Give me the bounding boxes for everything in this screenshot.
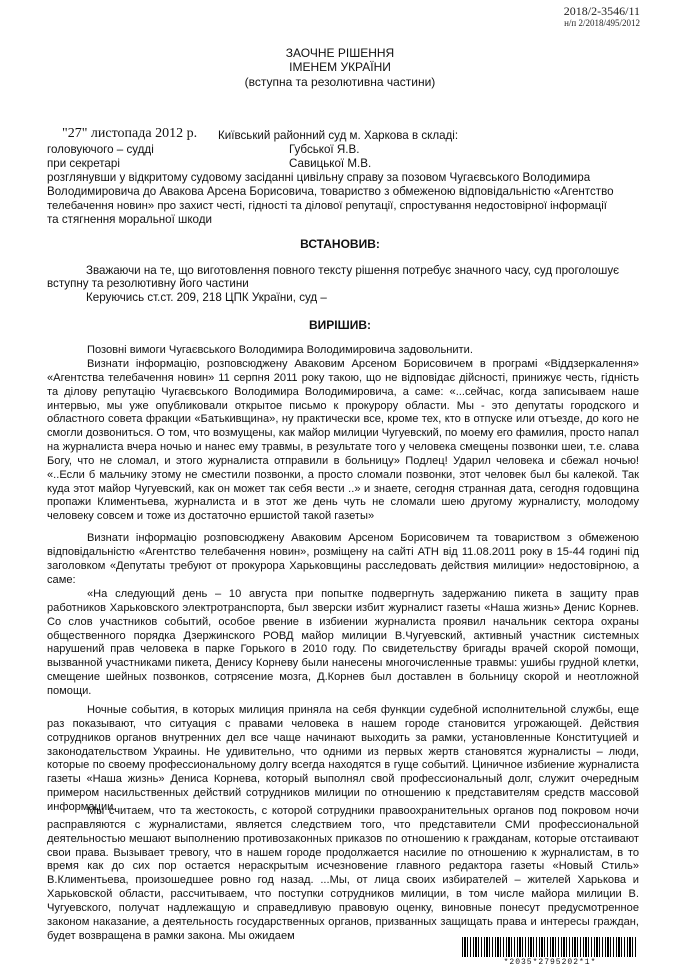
section-heading-establish: ВСТАНОВИВ: <box>300 237 380 251</box>
establish-text-line: Зважаючи на те, що виготовлення повного тексту рішення потребує значного часу, суд проголошує <box>86 264 620 277</box>
judge-name: Губської Я.В. <box>289 143 360 156</box>
secretary-name: Савицької М.В. <box>289 157 372 170</box>
judge-role: головуючого – судді <box>47 143 154 156</box>
secretary-role: при секретарі <box>47 157 120 170</box>
establish-text-line: Керуючись ст.ст. 209, 218 ЦПК України, суд – <box>86 291 327 304</box>
decision-paragraph: Мы считаем, что та жестокость, с которой сотрудники правоохранительных органов под покровом ночи расправляются с журналистами, является следствием того, что представители СМИ профессиональной деятельностью мешают выполнению противозаконных приказов по отношению к гражданам, которые отстаивают свои права. Вызывает тревогу, что в нашем городе продолжается насилие по отношению к журналистам, в то время как до сих пор остается нераскрытым исчезновение главного редактора газеты «Новый Стиль» В.Климентьева, произошедшее ровно год назад. ...Мы, от лица своих избирателей – жителей Харькова и Харьковской области, рассчитываем, что поступки сотрудников милиции, в том числе майора милиции В. Чугуевского, получат надлежащую и справедливую правовую оценку, виновные понесут предусмотренное законом наказание, а деятельность государственных органов, призванных защищать права и интересы граждан, будет возвращена в рамки закона. Мы ожидаем <box>47 805 639 942</box>
case-number: 2018/2-3546/11 <box>563 4 640 18</box>
court-name: Київський районний суд м. Харкова в складі: <box>218 129 459 142</box>
document-note: (вступна та резолютивна частини) <box>244 75 436 89</box>
document-title: ЗАОЧНЕ РІШЕННЯ <box>285 46 395 60</box>
decision-paragraph: Позовні вимоги Чугаєвського Володимира Володимировича задовольнити. <box>87 344 473 356</box>
decision-paragraph: Визнати інформацію, розповсюджену Аваковим Арсеном Борисовичем в програмі «Віддзеркалення» «Агентства телебачення новин» 11 серпня 2011 року такою, що не відповідає дійсності, принижує честь, гідність та ділову репутацію Чугаєвського Володимира Володимировича, а саме: «...сейчас, когда записываем наше интервью, мы уже опубликовали открытое письмо к прокурору области. Мы - это депутаты городского и областного совета фракции «Батькивщина», ну практически все, кроме тех, кто в отпуске или отъезде, до кого не смогли дозвониться. О том, что возмущены, как майор милиции Чугуевский, по моему его фамилия, просто напал на журналиста вчера ночью и нанес ему травмы, в результате того у человека смещены позвонки шеи, т.е. слава Богу, что не сломал, и этого журналиста отправили в больницу» Подлец! Ударил человека и сбежал ночью! «..Если б мальчику этому не сместили позвонки, а просто сломали позвонки, этот человек был бы калекой. Так куда этот майор Чугуевский, как он может так себя вести ..» и знаете, сегодня странная дата, сегодня годовщина пропажи Климентьева, журналиста и в этот же день чуть не сломали шею другому журналисту, молодому человеку совсем и тоже из достаточно ершистой такой газеты» <box>47 358 639 523</box>
intro-text-line: телебачення новин» про захист честі, гідності та ділової репутації, спростування недостовірної інформації <box>47 200 607 212</box>
decision-paragraph: Визнати інформацію розповсюджену Аваковим Арсеном Борисовичем та товариством з обмеженою відповідальністю «Агентство телебачення новин», розміщену на сайті АТН від 11.08.2011 року в 15-44 годині під заголовком «Депутаты требуют от прокурора Харьковщины расследовать действия милиции» недостовірною, а саме: <box>47 532 639 586</box>
decision-date: "27" листопада 2012 р. <box>62 126 198 141</box>
document-subtitle: ІМЕНЕМ УКРАЇНИ <box>289 60 391 74</box>
barcode-text: *2035*2795202*1* <box>503 958 597 967</box>
section-heading-decide: ВИРІШИВ: <box>309 318 371 332</box>
barcode <box>462 937 638 957</box>
intro-text-line: та стягнення моральної шкоди <box>47 213 212 226</box>
intro-text-line: розглянувши у відкритому судовому засіданні цивільну справу за позовом Чугаєвського Володимира <box>47 171 591 184</box>
intro-text-line: Володимировича до Авакова Арсена Борисовича, товариство з обмеженою відповідальністю «Агентство <box>47 185 614 198</box>
decision-paragraph: Ночные события, в которых милиция приняла на себя функции судебной исполнительной службы, еще раз показывают, что ситуация с правами человека в нашем городе становится угрожающей. Действия сотрудников органов внутренних дел все чаще начинают выходить за рамки, установленные Конституцией и законодательством Украины. Не удивительно, что одними из первых жертв становятся журналисты – люди, которые по своему профессиональному долгу всегда находятся в гуще событий. Циничное избиение журналиста газеты «Наша жизнь» Дениса Корнева, который выполнял свой профессиональный долг, служит очередным примером насильственных действий сотрудников милиции по отношению к представителям средств массовой информации. <box>47 704 639 813</box>
case-sub-number: н/п 2/2018/495/2012 <box>564 18 640 28</box>
establish-text-line: вступну та резолютивну його частини <box>47 277 249 290</box>
decision-paragraph: «На следующий день – 10 августа при попытке подвергнуть задержанию пикета в защиту прав работников Харьковского электротранспорта, был зверски избит журналист газеты «Наша жизнь» Денис Корнев. Со слов участников событий, особое рвение в избиении журналиста проявил начальник сектора охраны общественного порядка Дзержинского РОВД майор милиции В.Чугуевский, активный участник системных нарушений прав человека в парке Горького в 2010 году. По свидетельству бригады врачей скорой помощи, вызванной участниками пикета, Денису Корневу были нанесены многочисленные травмы: ушибы грудной клетки, смещение шейных позвонков, сотрясение мозга, Д.Корнев был доставлен в больницу скорой и неотложной помощи. <box>47 588 639 697</box>
